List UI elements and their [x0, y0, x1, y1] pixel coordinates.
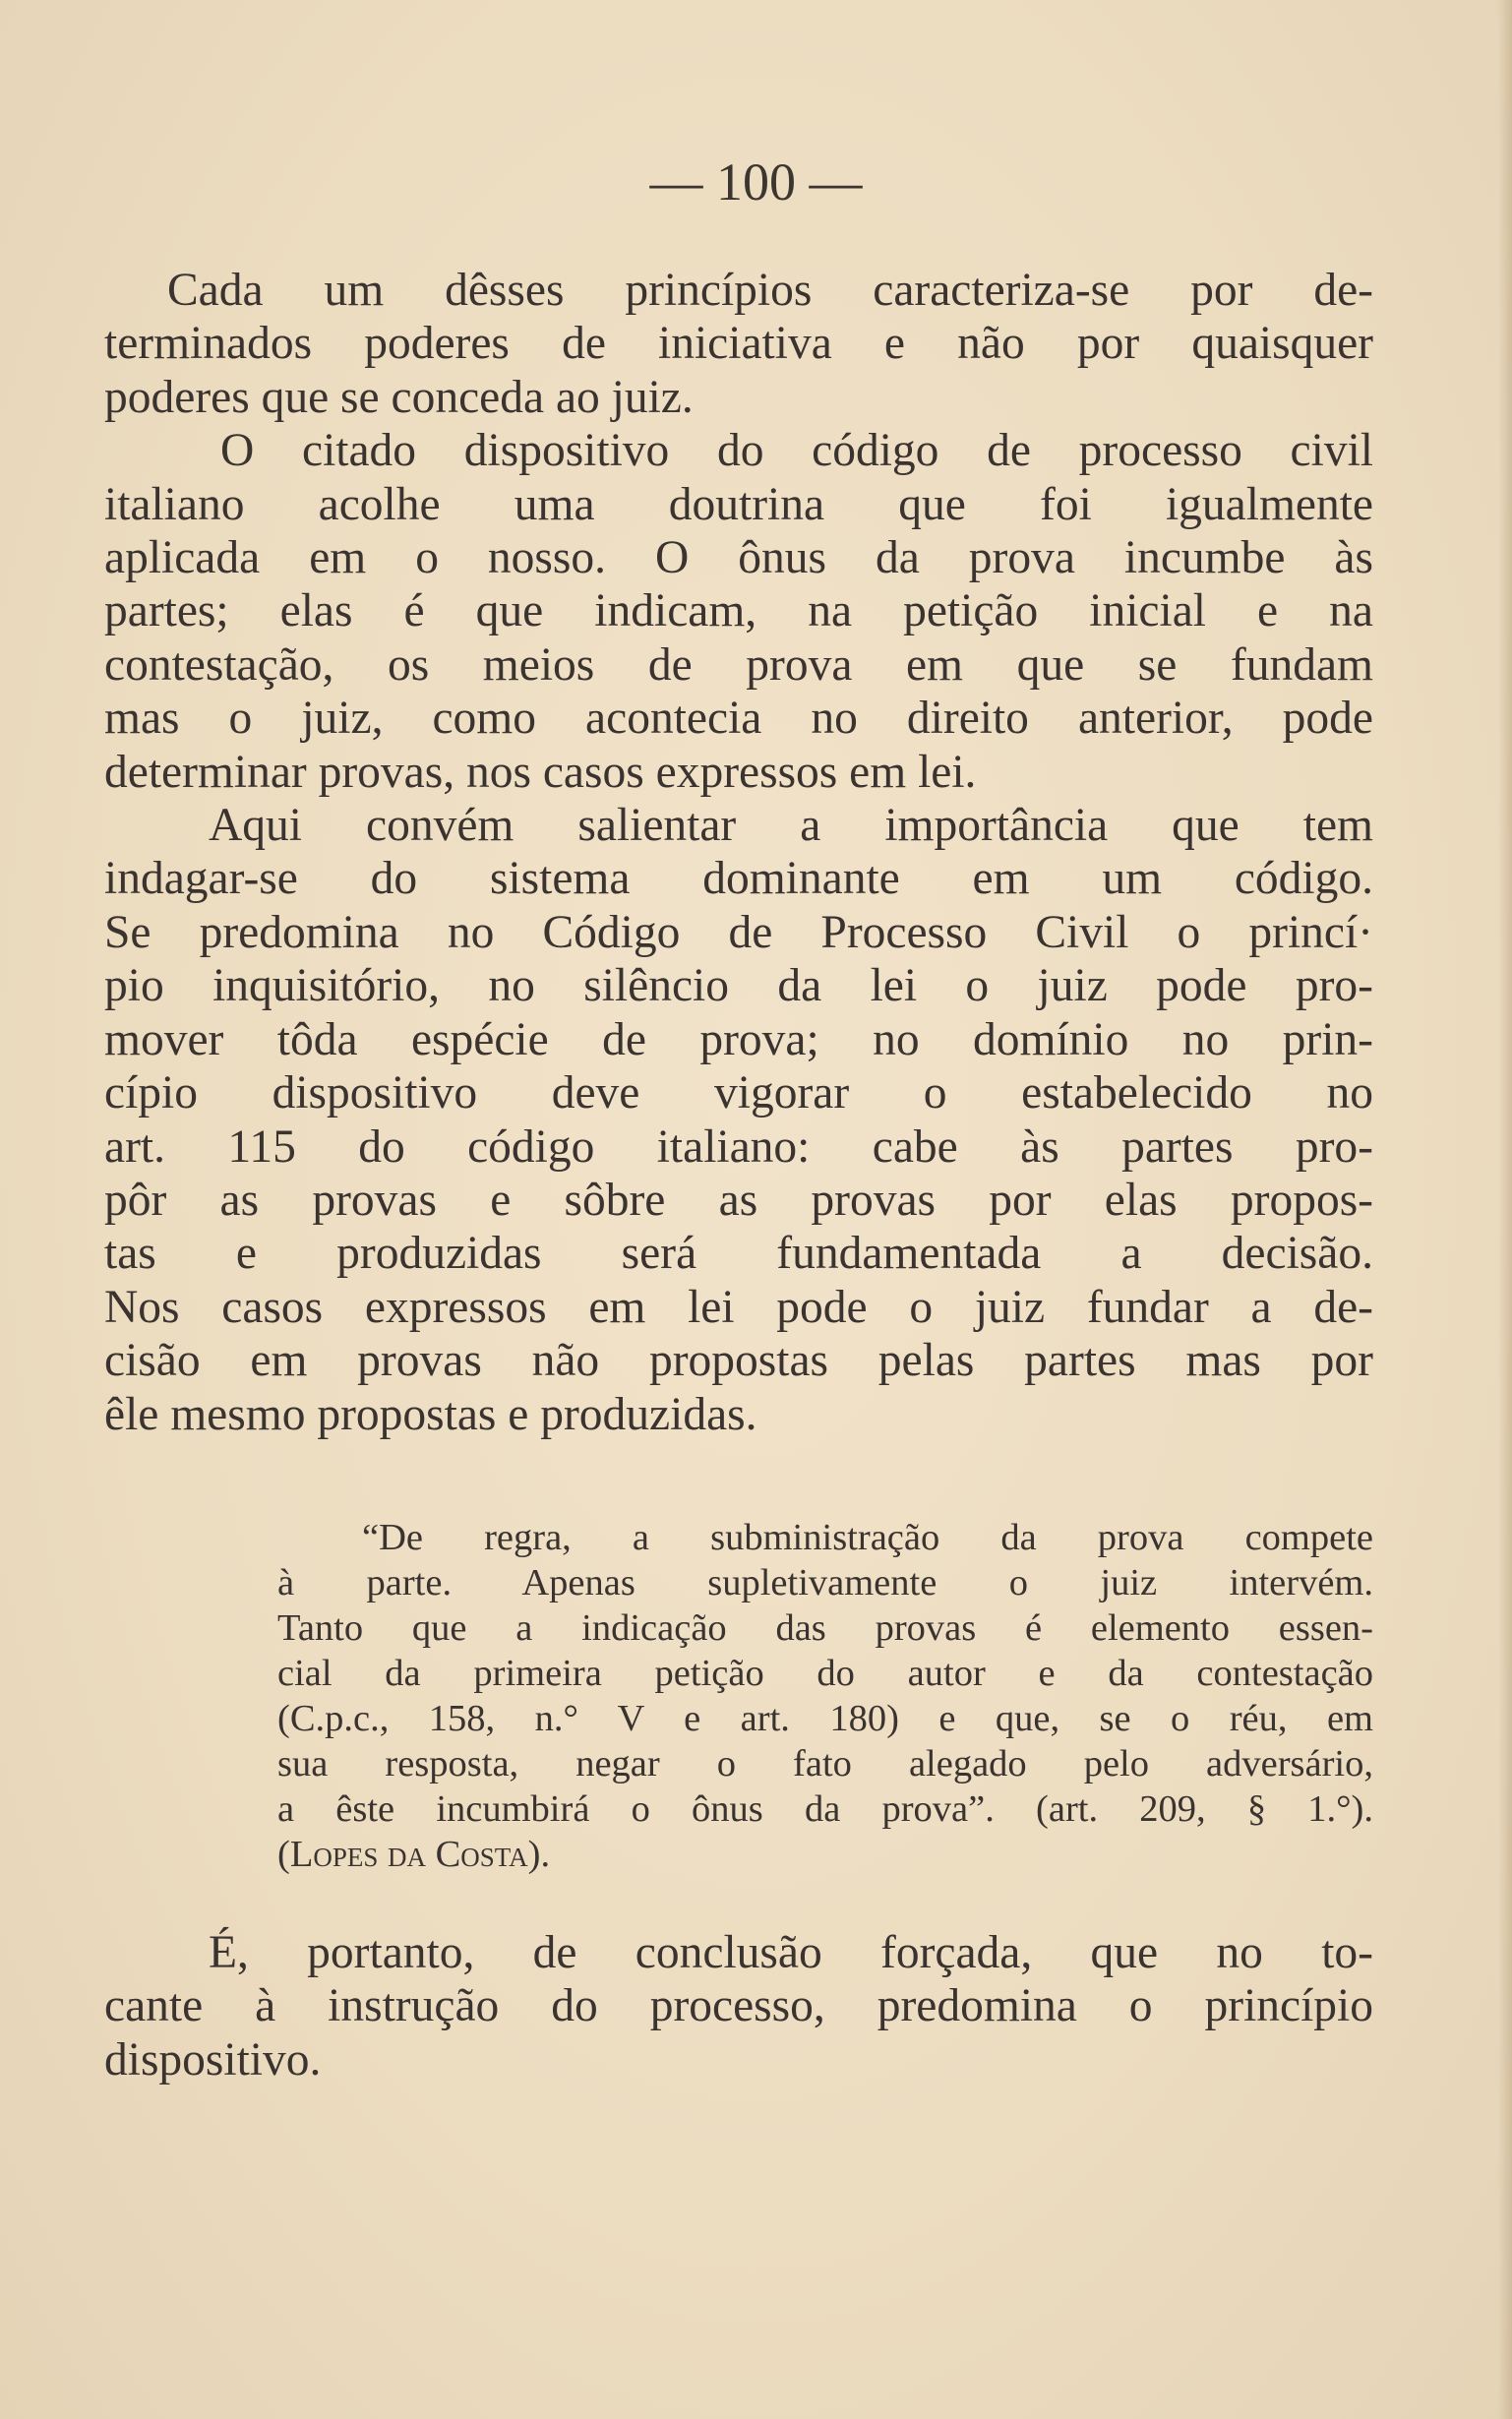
page-edge-shadow [1498, 0, 1512, 2419]
quote-line: (C.p.c., 158, n.° V e art. 180) e que, se o réu, em [277, 1698, 1373, 1739]
text-line: contestação, os meios de prova em que se fundam [104, 638, 1373, 691]
quote-line: a êste incumbirá o ônus da prova”. (art. 209, § 1.°). [277, 1788, 1373, 1830]
quote-line: “De regra, a subministração da prova compete [362, 1517, 1373, 1558]
text-line: mover tôda espécie de prova; no domínio no prin- [104, 1013, 1373, 1065]
text-line: Cada um dêsses princípios caracteriza-se por de- [167, 265, 1373, 316]
text-line: poderes que se conceda ao juiz. [104, 371, 694, 423]
block-quote [277, 1515, 1373, 1877]
main-text [104, 264, 1373, 1441]
attribution-open: ( [277, 1834, 290, 1875]
text-line: determinar provas, nos casos expressos em lei. [104, 746, 977, 798]
text-line: cisão em provas não propostas pelas partes mas por [104, 1335, 1373, 1387]
text-line: aplicada em o nosso. O ônus da prova incumbe às [104, 532, 1373, 584]
text-line: tas e produzidas será fundamentada a decisão. [104, 1228, 1373, 1280]
text-line: indagar-se do sistema dominante em um código. [104, 853, 1373, 905]
text-line: É, portanto, de conclusão forçada, que no to- [209, 1927, 1373, 1978]
conclusion-text [104, 1926, 1373, 2086]
text-line: partes; elas é que indicam, na petição inicial e na [104, 585, 1373, 637]
text-line: pio inquisitório, no silêncio da lei o juiz pode pro- [104, 960, 1373, 1012]
attribution-close: ). [527, 1834, 551, 1875]
text-line: Se predomina no Código de Processo Civil o princí· [104, 906, 1373, 958]
text-line: mas o juiz, como acontecia no direito anterior, pode [104, 693, 1373, 745]
text-line: Nos casos expressos em lei pode o juiz fundar a de- [104, 1281, 1373, 1333]
text-line: cante à instrução do processo, predomina o princípio [104, 1980, 1373, 2032]
text-line: cípio dispositivo deve vigorar o estabelecido no [104, 1067, 1373, 1119]
quote-line: Tanto que a indicação das provas é elemento essen- [277, 1607, 1373, 1649]
text-line: êle mesmo propostas e produzidas. [104, 1388, 757, 1440]
quote-attribution [277, 1832, 1373, 1877]
text-line: terminados poderes de iniciativa e não por quaisquer [104, 318, 1373, 370]
page-number: — 100 — [649, 152, 863, 212]
quote-line: à parte. Apenas supletivamente o juiz intervém. [277, 1562, 1373, 1603]
text-line: pôr as provas e sôbre as provas por elas propos- [104, 1174, 1373, 1226]
text-line: Aqui convém salientar a importância que tem [209, 800, 1373, 852]
quote-line: cial da primeira petição do autor e da contestação [277, 1653, 1373, 1694]
attribution-author: Lopes da Costa [289, 1834, 528, 1875]
text-line: italiano acolhe uma doutrina que foi igualmente [104, 478, 1373, 530]
text-line: art. 115 do código italiano: cabe às partes pro- [104, 1120, 1373, 1173]
text-line: dispositivo. [104, 2033, 322, 2086]
text-line: O citado dispositivo do código de processo civil [220, 425, 1373, 477]
quote-line: sua resposta, negar o fato alegado pelo adversário, [277, 1743, 1373, 1784]
